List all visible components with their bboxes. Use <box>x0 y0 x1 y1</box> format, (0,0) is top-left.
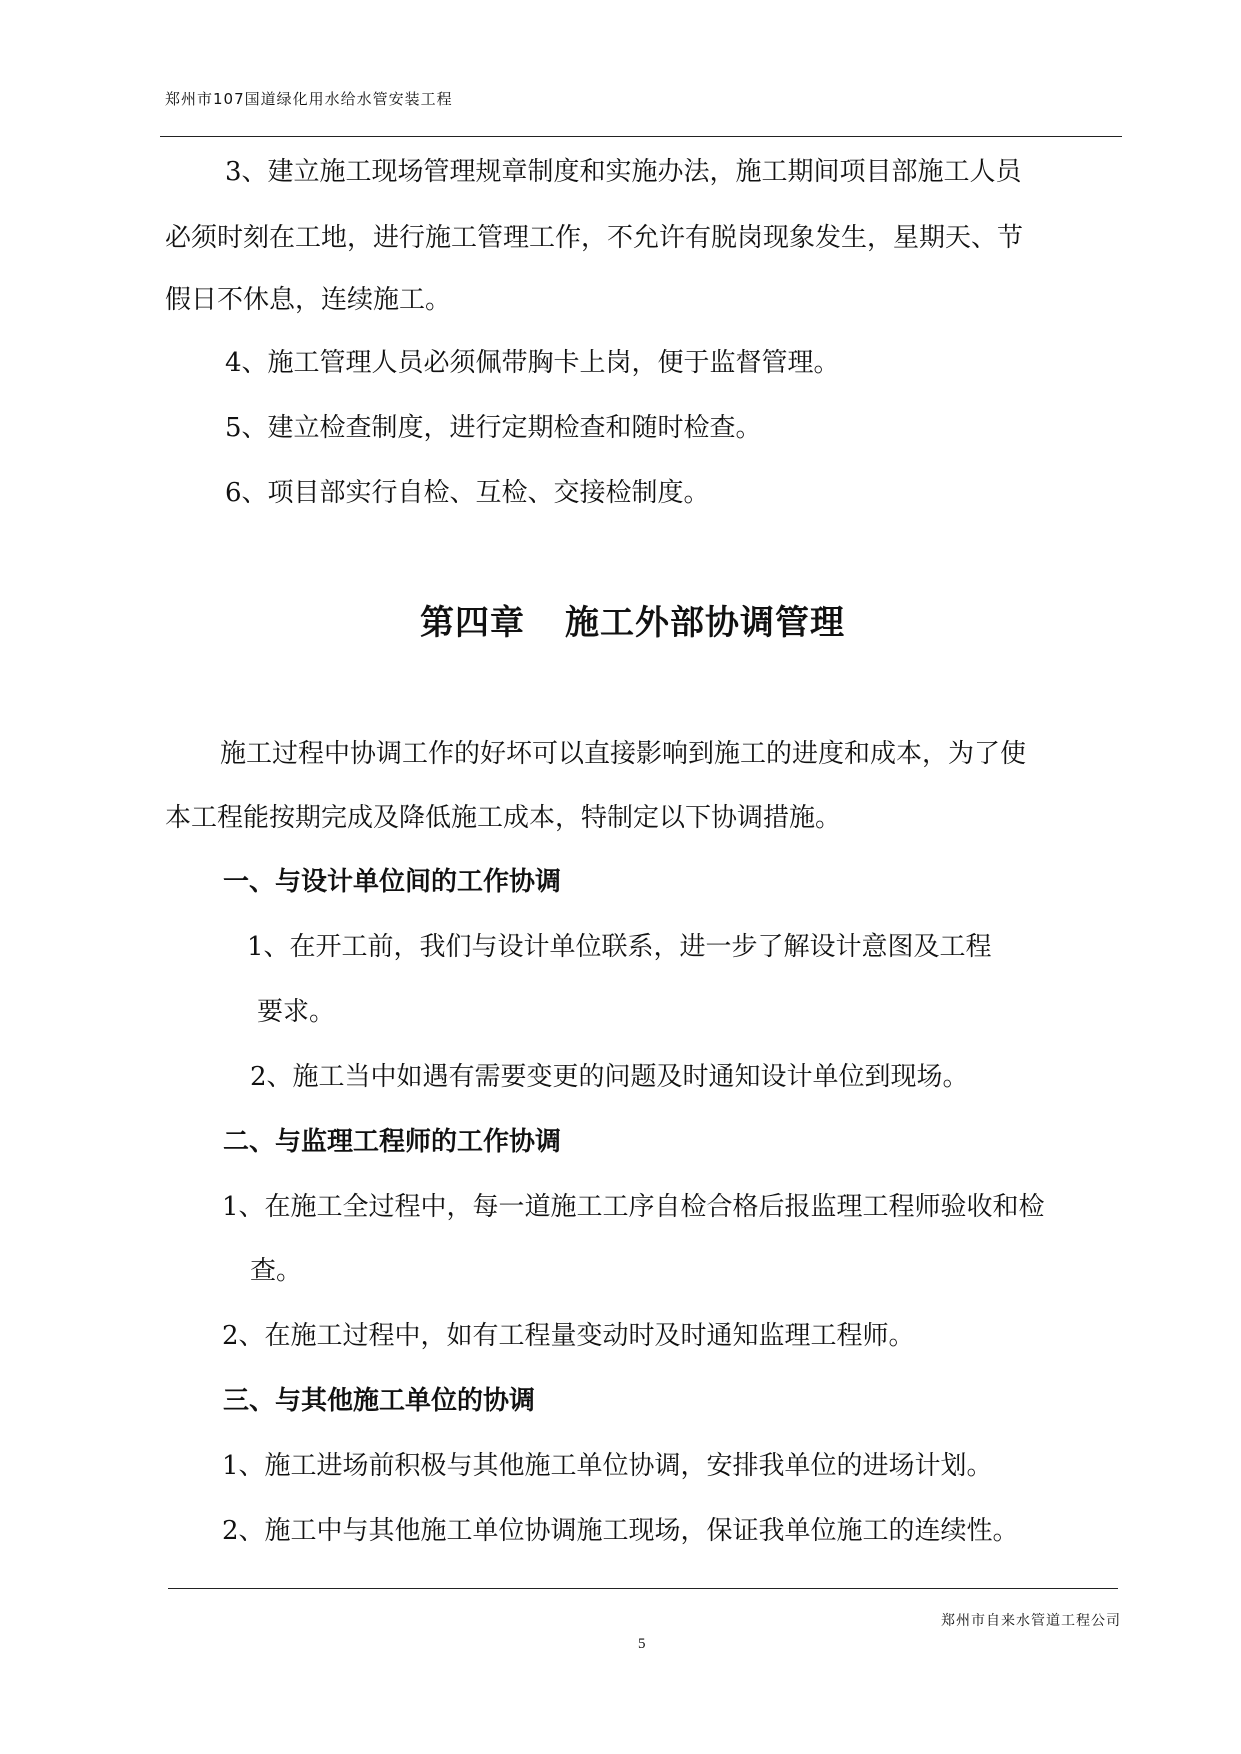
item-4: 4、施工管理人员必须佩带胸卡上岗，便于监督管理。 <box>225 348 840 378</box>
section-2-line-3: 2、在施工过程中，如有工程量变动时及时通知监理工程师。 <box>222 1321 915 1351</box>
section-1-line-3: 2、施工当中如遇有需要变更的问题及时通知设计单位到现场。 <box>250 1062 969 1092</box>
item-3-line-1: 3、建立施工现场管理规章制度和实施办法，施工期间项目部施工人员 <box>225 157 1022 187</box>
header-rule <box>160 136 1122 137</box>
section-1-line-2: 要求。 <box>257 997 336 1027</box>
item-3-line-2: 必须时刻在工地，进行施工管理工作，不允许有脱岗现象发生，星期天、节 <box>165 223 1024 253</box>
item-6: 6、项目部实行自检、互检、交接检制度。 <box>225 478 710 508</box>
chapter-heading <box>420 603 845 643</box>
footer-rule <box>168 1588 1118 1589</box>
section-2-heading: 二、与监理工程师的工作协调 <box>223 1127 562 1157</box>
section-2-line-1: 1、在施工全过程中，每一道施工工序自检合格后报监理工程师验收和检 <box>222 1192 1045 1222</box>
section-2-line-2: 查。 <box>250 1256 303 1286</box>
item-3-line-3: 假日不休息，连续施工。 <box>165 285 452 315</box>
section-3-heading: 三、与其他施工单位的协调 <box>223 1386 536 1416</box>
footer-company: 郑州市自来水管道工程公司 <box>941 1613 1121 1629</box>
page-number: 5 <box>638 1636 646 1652</box>
header-title: 郑州市107国道绿化用水给水管安装工程 <box>165 90 453 108</box>
intro-line-1: 施工过程中协调工作的好坏可以直接影响到施工的进度和成本，为了使 <box>220 739 1027 769</box>
section-3-line-2: 2、施工中与其他施工单位协调施工现场，保证我单位施工的连续性。 <box>222 1516 1019 1546</box>
section-1-heading: 一、与设计单位间的工作协调 <box>223 867 562 897</box>
section-3-line-1: 1、施工进场前积极与其他施工单位协调，安排我单位的进场计划。 <box>222 1451 993 1481</box>
chapter-title: 施工外部协调管理 <box>565 603 845 643</box>
section-1-line-1: 1、在开工前，我们与设计单位联系，进一步了解设计意图及工程 <box>247 932 992 962</box>
item-5: 5、建立检查制度，进行定期检查和随时检查。 <box>225 413 762 443</box>
intro-line-2: 本工程能按期完成及降低施工成本，特制定以下协调措施。 <box>165 803 842 833</box>
chapter-number: 第四章 <box>420 603 525 643</box>
